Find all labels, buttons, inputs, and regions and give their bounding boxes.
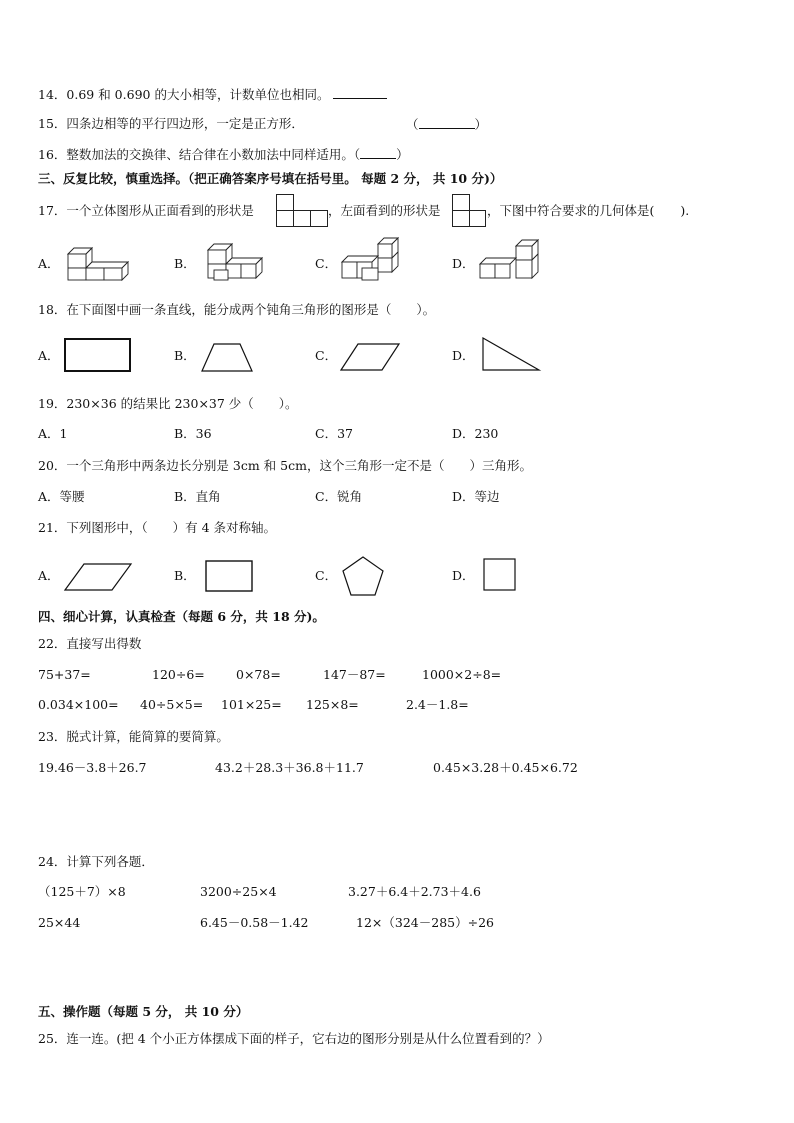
question-16-text: 16．整数加法的交换律、结合律在小数加法中同样适用。（ — [38, 147, 361, 162]
option-b[interactable]: B．36 — [174, 426, 212, 441]
question-24: 24．计算下列各题． — [38, 854, 154, 869]
question-15 — [38, 116, 304, 132]
calc-item: 0.034×100= — [38, 697, 119, 712]
rectangle-shape-icon — [205, 560, 253, 592]
right-triangle-shape-icon — [482, 337, 540, 371]
parallelogram-shape-icon — [64, 563, 132, 591]
calc-item: 125×8= — [306, 697, 359, 712]
cube-solid-b-icon — [204, 240, 266, 284]
front-view-icon — [276, 194, 328, 228]
option-c[interactable]: C． — [315, 256, 338, 271]
question-18: 18．在下面图中画一条直线，能分成两个钝角三角形的图形是（ ）。 — [38, 302, 436, 317]
answer-blank[interactable] — [419, 116, 475, 129]
question-16: 16．整数加法的交换律、结合律在小数加法中同样适用。（ ） — [38, 147, 409, 162]
option-d[interactable]: D．等边 — [452, 489, 500, 504]
left-view-icon — [452, 194, 486, 228]
calc-item: 120÷6= — [152, 667, 205, 682]
option-b[interactable]: B．直角 — [174, 489, 221, 504]
option-d[interactable]: D． — [452, 348, 475, 363]
option-d[interactable]: D． — [452, 256, 475, 271]
option-c[interactable]: C． — [315, 568, 338, 583]
question-20: 20．一个三角形中两条边长分别是 3cm 和 5cm，这个三角形一定不是（ ）三角形。 — [38, 458, 532, 473]
cube-solid-d-icon — [478, 238, 542, 282]
calc-item: 1000×2÷8= — [422, 667, 502, 682]
option-a[interactable]: A．1 — [38, 426, 68, 441]
calc-item: 6.45－0.58－1.42 — [200, 915, 309, 930]
option-a[interactable]: A． — [38, 348, 60, 363]
calc-item: （125＋7）×8 — [38, 884, 126, 899]
section-5-title: 五、操作题（每题 5 分， 共 10 分） — [38, 1004, 249, 1019]
trapezoid-shape-icon — [201, 343, 253, 373]
option-a[interactable]: A． — [38, 568, 60, 583]
question-15-text: 15．四条边相等的平行四边形，一定是正方形． — [38, 116, 304, 131]
pentagon-shape-icon — [341, 556, 385, 596]
option-b[interactable]: B． — [174, 568, 196, 583]
calc-item: 147－87= — [323, 667, 386, 682]
question-19: 19．230×36 的结果比 230×37 少（ ）。 — [38, 396, 298, 411]
calc-item: 75+37= — [38, 667, 91, 682]
question-21: 21．下列图形中，（ ）有 4 条对称轴。 — [38, 520, 277, 535]
option-d[interactable]: D． — [452, 568, 475, 583]
cube-solid-c-icon — [340, 236, 402, 284]
calc-item: 19.46－3.8＋26.7 — [38, 760, 147, 775]
question-17: 17．一个立体图形从正面看到的形状是 — [38, 203, 254, 218]
option-c[interactable]: C． — [315, 348, 338, 363]
option-a[interactable]: A．等腰 — [38, 489, 85, 504]
parallelogram-shape-icon — [340, 343, 400, 371]
cube-solid-a-icon — [66, 242, 132, 282]
answer-blank[interactable] — [360, 146, 396, 159]
section-4-title: 四、细心计算，认真检查（每题 6 分，共 18 分)。 — [38, 609, 325, 624]
option-b[interactable]: B． — [174, 348, 196, 363]
option-c[interactable]: C．锐角 — [315, 489, 363, 504]
calc-item: 0×78= — [236, 667, 281, 682]
question-23: 23．脱式计算，能简算的要简算。 — [38, 729, 229, 744]
question-15-answer: （ ） — [406, 117, 488, 132]
question-22: 22．直接写出得数 — [38, 636, 142, 651]
option-a[interactable]: A． — [38, 256, 60, 271]
calc-item: 3200÷25×4 — [200, 884, 277, 899]
rectangle-shape-icon — [64, 338, 132, 372]
option-c[interactable]: C．37 — [315, 426, 353, 441]
option-d[interactable]: D．230 — [452, 426, 499, 441]
square-shape-icon — [483, 558, 517, 592]
question-25: 25．连一连。(把 4 个小正方体摆成下面的样子，它右边的图形分别是从什么位置看到的？） — [38, 1031, 550, 1046]
calc-item: 43.2＋28.3＋36.8＋11.7 — [215, 760, 364, 775]
calc-item: 0.45×3.28＋0.45×6.72 — [433, 760, 578, 775]
answer-blank[interactable] — [333, 86, 387, 99]
calc-item: 2.4－1.8= — [406, 697, 469, 712]
question-14 — [38, 86, 387, 103]
calc-item: 25×44 — [38, 915, 81, 930]
calc-item: 40÷5×5= — [140, 697, 204, 712]
calc-item: 3.27＋6.4＋2.73＋4.6 — [348, 884, 481, 899]
question-14-text: 14．0.69 和 0.690 的大小相等，计数单位也相同。 — [38, 87, 330, 102]
option-b[interactable]: B． — [174, 256, 196, 271]
calc-item: 101×25= — [221, 697, 282, 712]
calc-item: 12×（324－285）÷26 — [356, 915, 494, 930]
section-3-title: 三、反复比较，慎重选择。（把正确答案序号填在括号里。 每题 2 分， 共 10 分)） — [38, 171, 503, 186]
